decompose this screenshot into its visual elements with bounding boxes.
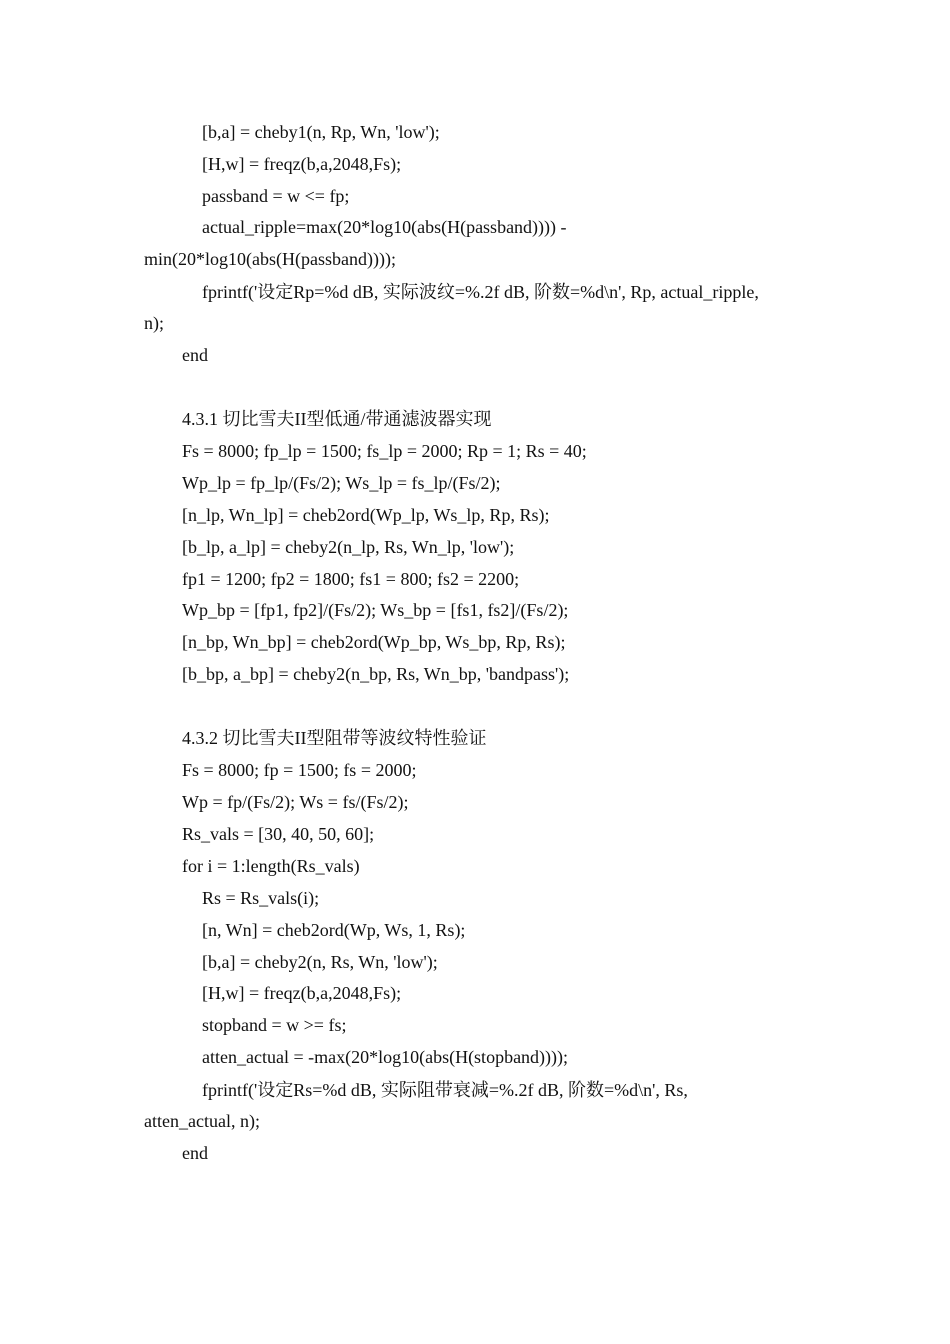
code-line: actual_ripple=max(20*log10(abs(H(passband)))) - (202, 217, 567, 237)
code-line: for i = 1:length(Rs_vals) (182, 856, 360, 876)
code-line: fp1 = 1200; fp2 = 1800; fs1 = 800; fs2 = 2200; (182, 569, 520, 589)
section-heading: 4.3.2 切比雪夫II型阻带等波纹特性验证 (182, 728, 487, 748)
code-line: fprintf('设定Rs=%d dB, 实际阻带衰减=%.2f dB, 阶数=%d\n', Rs, (202, 1080, 688, 1100)
code-line: end (182, 1143, 208, 1163)
code-line: Wp = fp/(Fs/2); Ws = fs/(Fs/2); (182, 792, 409, 812)
code-line: [n_lp, Wn_lp] = cheb2ord(Wp_lp, Ws_lp, Rp, Rs); (182, 505, 550, 525)
code-line: [b_bp, a_bp] = cheby2(n_bp, Rs, Wn_bp, 'bandpass'); (182, 664, 570, 684)
code-line: Wp_bp = [fp1, fp2]/(Fs/2); Ws_bp = [fs1, fs2]/(Fs/2); (182, 600, 569, 620)
code-line: stopband = w >= fs; (202, 1015, 347, 1035)
code-line: n); (144, 313, 164, 333)
code-line: end (182, 345, 208, 365)
code-line: atten_actual = -max(20*log10(abs(H(stopband)))); (202, 1047, 569, 1067)
code-line: min(20*log10(abs(H(passband)))); (144, 249, 396, 269)
code-line: Wp_lp = fp_lp/(Fs/2); Ws_lp = fs_lp/(Fs/2); (182, 473, 501, 493)
code-line: passband = w <= fp; (202, 186, 350, 206)
code-line: [H,w] = freqz(b,a,2048,Fs); (202, 154, 402, 174)
code-line: Fs = 8000; fp = 1500; fs = 2000; (182, 760, 417, 780)
code-line: [b_lp, a_lp] = cheby2(n_lp, Rs, Wn_lp, 'low'); (182, 537, 515, 557)
code-line: Fs = 8000; fp_lp = 1500; fs_lp = 2000; Rp = 1; Rs = 40; (182, 441, 587, 461)
code-line: [n_bp, Wn_bp] = cheb2ord(Wp_bp, Ws_bp, Rp, Rs); (182, 632, 566, 652)
section-heading: 4.3.1 切比雪夫II型低通/带通滤波器实现 (182, 409, 492, 429)
code-line: [n, Wn] = cheb2ord(Wp, Ws, 1, Rs); (202, 920, 466, 940)
code-line: Rs_vals = [30, 40, 50, 60]; (182, 824, 375, 844)
code-line: atten_actual, n); (144, 1111, 260, 1131)
code-line: Rs = Rs_vals(i); (202, 888, 320, 908)
code-line: [b,a] = cheby1(n, Rp, Wn, 'low'); (202, 122, 440, 142)
code-line: [b,a] = cheby2(n, Rs, Wn, 'low'); (202, 952, 438, 972)
code-line: [H,w] = freqz(b,a,2048,Fs); (202, 983, 402, 1003)
code-line: fprintf('设定Rp=%d dB, 实际波纹=%.2f dB, 阶数=%d\n', Rp, actual_ripple, (202, 282, 759, 302)
